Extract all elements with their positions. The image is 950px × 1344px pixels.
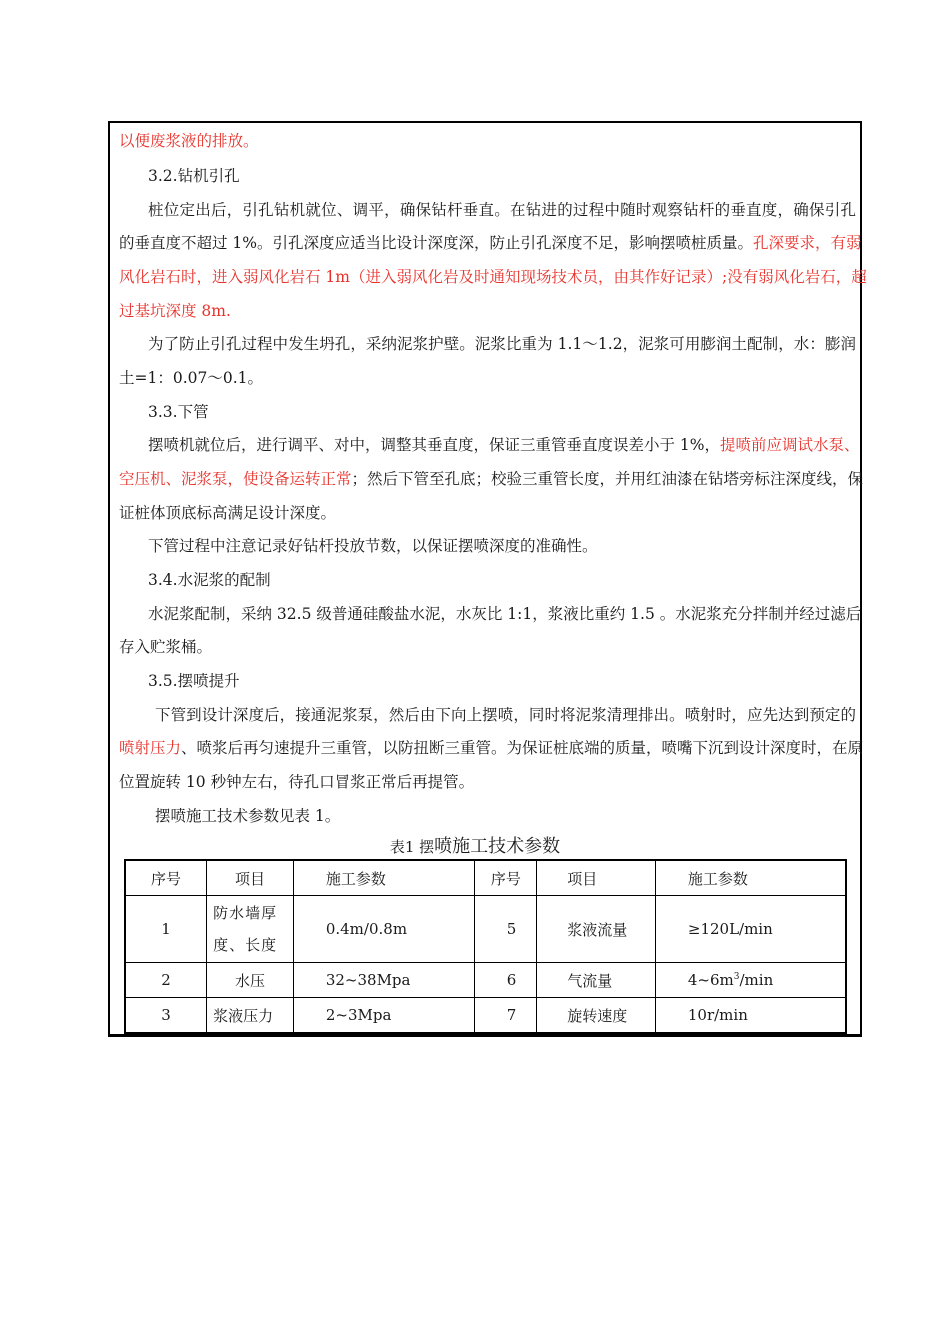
table-row [125, 998, 846, 1034]
paragraph-line: 的垂直度不超过 1%。引孔深度应适当比设计深度深，防止引孔深度不足，影响摆喷桩质量。孔深要求，有弱 [119, 234, 862, 252]
table-cell: 3 [125, 998, 207, 1034]
table-cell: 气流量 [537, 963, 656, 998]
paragraph-line: 证桩体顶底标高满足设计深度。 [119, 504, 337, 522]
header-cell: 项目 [537, 860, 656, 896]
section-heading: 3.5.摆喷提升 [148, 672, 240, 690]
table-row [125, 963, 846, 998]
paragraph-line: 桩位定出后，引孔钻机就位、调平，确保钻杆垂直。在钻进的过程中随时观察钻杆的垂直度，确保引孔 [148, 201, 856, 219]
table-cell: 防水墙厚 度、长度 [207, 896, 294, 963]
table-row [125, 896, 846, 963]
paragraph-line: 水泥浆配制，采纳 32.5 级普通硅酸盐水泥，水灰比 1:1，浆液比重约 1.5 。水泥浆充分拌制并经过滤后 [148, 605, 862, 623]
paragraph-line: 位置旋转 10 秒钟左右，待孔口冒浆正常后再提管。 [119, 773, 475, 791]
paragraph-line: 过基坑深度 8m. [119, 302, 231, 320]
paragraph-line: 喷射压力、喷浆后再匀速提升三重管，以防扭断三重管。为保证桩底端的质量，喷嘴下沉到设计深度时，在原 [119, 739, 864, 757]
paragraph-line: 土=1：0.07～0.1。 [119, 369, 264, 387]
table-cell: 水压 [207, 963, 294, 998]
parameters-table [124, 859, 847, 1034]
header-cell: 项目 [207, 860, 294, 896]
paragraph-line: 存入贮浆桶。 [119, 638, 213, 656]
table-cell: 2 [125, 963, 207, 998]
paragraph-line: 以便废浆液的排放。 [119, 132, 259, 150]
table-cell: 32~38Mpa [293, 963, 475, 998]
table-cell: 浆液流量 [537, 896, 656, 963]
table-header-row [125, 860, 846, 896]
paragraph-line: 摆喷施工技术参数见表 1。 [155, 807, 341, 825]
paragraph-line: 风化岩石时，进入弱风化岩石 1m（进入弱风化岩及时通知现场技术员，由其作好记录）;没有弱风化岩石，超 [119, 268, 867, 286]
paragraph-line: 下管过程中注意记录好钻杆投放节数，以保证摆喷深度的准确性。 [148, 537, 598, 555]
header-cell: 施工参数 [655, 860, 846, 896]
table-cell: 1 [125, 896, 207, 963]
table-caption: 表1 摆喷施工技术参数 [389, 836, 561, 857]
section-heading: 3.2.钻机引孔 [148, 167, 240, 185]
section-heading: 3.4.水泥浆的配制 [148, 571, 271, 589]
paragraph-line: 空压机、泥浆泵，使设备运转正常；然后下管至孔底；校验三重管长度，并用红油漆在钻塔旁标注深度线，保 [119, 470, 864, 488]
table-cell: ≥120L/min [655, 896, 846, 963]
table-cell: 7 [475, 998, 537, 1034]
header-cell: 序号 [475, 860, 537, 896]
paragraph-line: 下管到设计深度后，接通泥浆泵，然后由下向上摆喷，同时将泥浆清理排出。喷射时，应先达到预定的 [155, 706, 856, 724]
table-cell: 2~3Mpa [293, 998, 475, 1034]
header-cell: 施工参数 [293, 860, 475, 896]
table-cell: $4\sim 6m^3/\min$ [655, 963, 846, 998]
paragraph-line: 摆喷机就位后，进行调平、对中，调整其垂直度，保证三重管垂直度误差小于 1%，提喷前应调试水泵、 [148, 436, 860, 454]
paragraph-line: 为了防止引孔过程中发生坍孔，采纳泥浆护壁。泥浆比重为 1.1～1.2，泥浆可用膨润土配制，水：膨润 [148, 335, 856, 353]
table-cell: 旋转速度 [537, 998, 656, 1034]
table-cell: 6 [475, 963, 537, 998]
table-cell: 0.4m/0.8m [293, 896, 475, 963]
header-cell: 序号 [125, 860, 207, 896]
table-cell: 浆液压力 [207, 998, 294, 1034]
table-cell: 10r/min [655, 998, 846, 1034]
section-heading: 3.3.下管 [148, 403, 209, 421]
table-cell: 5 [475, 896, 537, 963]
